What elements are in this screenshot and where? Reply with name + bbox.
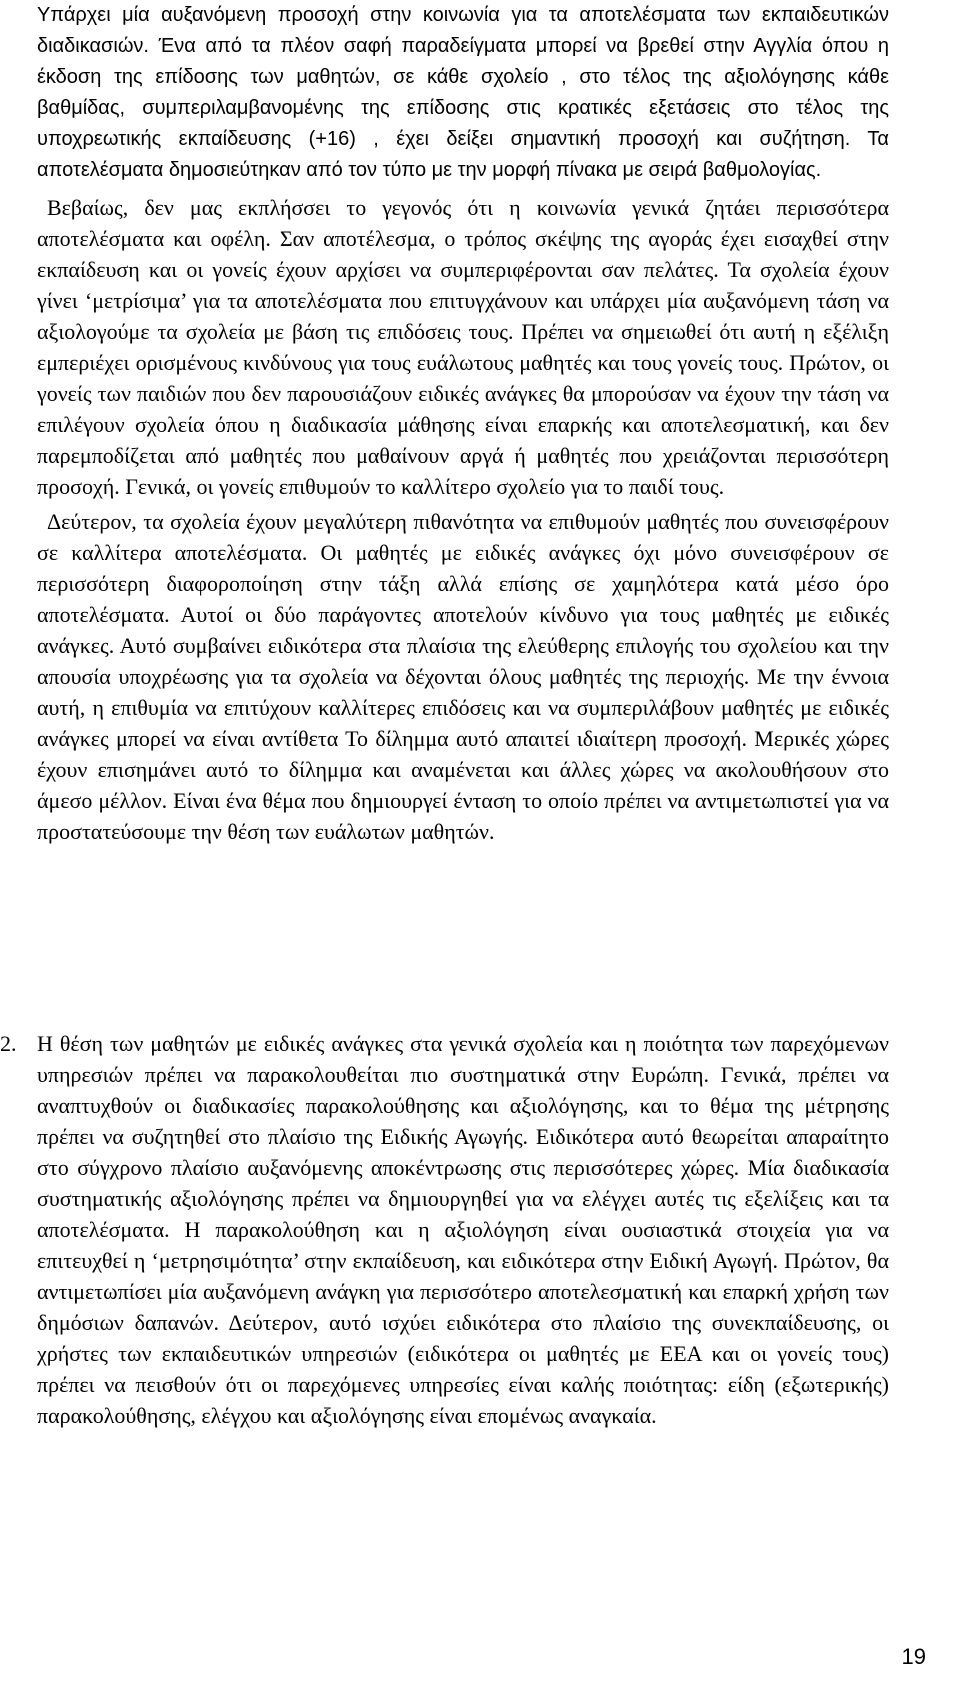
numbered-item-2 — [0, 1028, 889, 1431]
paragraph-market-thinking: Βεβαίως, δεν μας εκπλήσσει το γεγονός ότι η κοινωνία γενικά ζητάει περισσότερα αποτελέσματα και οφέλη. Σαν αποτέλεσμα, ο τρόπος σκέψης της αγοράς έχει εισαχθεί στην εκπαίδευση και οι γονείς έχουν αρχίσει να συμπεριφέρονται σαν πελάτες. Τα σχολεία έχουν γίνει ‘μετρίσιμα’ για τα αποτελέσματα που επιτυγχάνουν και υπάρχει μία αυξανόμενη τάση να αξιολογούμε τα σχολεία με βάση τις επιδόσεις τους. Πρέπει να σημειωθεί ότι αυτή η εξέλιξη εμπεριέχει ορισμένους κινδύνους για τους ευάλωτους μαθητές και τους γονείς τους. Πρώτον, οι γονείς των παιδιών που δεν παρουσιάζουν ειδικές ανάγκες θα μπορούσαν να έχουν την τάση να επιλέγουν σχολεία όπου η διαδικασία μάθησης είναι επαρκής και αποτελεσματική, και δεν παρεμποδίζεται από μαθητές που μαθαίνουν αργά ή μαθητές που χρειάζονται περισσότερη προσοχή. Γενικά, οι γονείς επιθυμούν το καλλίτερο σχολείο για το παιδί τους. — [37, 195, 889, 499]
paragraph-second-risk: Δεύτερον, τα σχολεία έχουν μεγαλύτερη πιθανότητα να επιθυμούν μαθητές που συνεισφέρουν σε καλλίτερα αποτελέσματα. Οι μαθητές με ειδικές ανάγκες όχι μόνο συνεισφέρουν σε περισσότερη διαφοροποίηση στην τάξη αλλά επίσης σε χαμηλότερα κατά μέσο όρο αποτελέσματα. Αυτοί οι δύο παράγοντες αποτελούν κίνδυνο για τους μαθητές με ειδικές ανάγκες. Αυτό συμβαίνει ειδικότερα στα πλαίσια της ελεύθερης επιλογής του σχολείου και την απουσία υποχρέωσης για τα σχολεία να δέχονται όλους μαθητές της περιοχής. Με την έννοια αυτή, η επιθυμία να επιτύχουν καλλίτερες επιδόσεις και να συμπεριλάβουν μαθητές με ειδικές ανάγκες μπορεί να είναι αντίθετα Το δίλημμα αυτό απαιτεί ιδιαίτερη προσοχή. Μερικές χώρες έχουν επισημάνει αυτό το δίλημμα και αναμένεται και άλλες χώρες να ακολουθήσουν στο άμεσο μέλλον. Είναι ένα θέμα που δημιουργεί ένταση το οποίο πρέπει να αντιμετωπιστεί για να προστατεύσουμε την θέση των ευάλωτων μαθητών. — [37, 509, 889, 844]
page-number: 19 — [901, 1644, 926, 1669]
paragraph-intro: Υπάρχει μία αυξανόμενη προσοχή στην κοινωνία για τα αποτελέσματα των εκπαιδευτικών διαδικασιών. Ένα από τα πλέον σαφή παραδείγματα μπορεί να βρεθεί στην Αγγλία όπου η έκδοση της επίδοσης των μαθητών, σε κάθε σχολείο , στο τέλος της αξιολόγησης κάθε βαθμίδας, συμπεριλαμβανομένης της επίδοσης στις κρατικές εξετάσεις στο τέλος της υποχρεωτικής εκπαίδευσης (+16) , έχει δείξει σημαντική προσοχή και συζήτηση. Τα αποτελέσματα δημοσιεύτηκαν από τον τύπο με την μορφή πίνακα με σειρά βαθμολογίας. — [37, 4, 889, 181]
item-number: 2. — [0, 1031, 17, 1056]
document-body — [37, 0, 889, 847]
item-text: Η θέση των μαθητών με ειδικές ανάγκες στα γενικά σχολεία και η ποιότητα των παρεχόμενων υπηρεσιών πρέπει να παρακολουθείται πιο συστηματικά στην Ευρώπη. Γενικά, πρέπει να αναπτυχθούν οι διαδικασίες παρακολούθησης και αξιολόγησης, και το θέμα της μέτρησης πρέπει να συζητηθεί στο πλαίσιο της Ειδικής Αγωγής. Ειδικότερα αυτό θεωρείται απαραίτητο στο σύγχρονο πλαίσιο αυξανόμενης αποκέντρωσης στις περισσότερες χώρες. Μία διαδικασία συστηματικής αξιολόγησης πρέπει να δημιουργηθεί για να ελέγχει αυτές τις εξελίξεις και τα αποτελέσματα. Η παρακολούθηση και η αξιολόγηση είναι ουσιαστικά στοιχεία για να επιτευχθεί η ‘μετρησιμότητα’ στην εκπαίδευση, και ειδικότερα στην Ειδική Αγωγή. Πρώτον, θα αντιμετωπίσει μία αυξανόμενη ανάγκη για περισσότερο αποτελεσματική και επαρκή χρήση των δημόσιων δαπανών. Δεύτερον, αυτό ισχύει ειδικότερα στο πλαίσιο της συνεκπαίδευσης, οι χρήστες των εκπαιδευτικών υπηρεσιών (ειδικότερα οι μαθητές με ΕΕΑ και οι γονείς τους) πρέπει να πεισθούν ότι οι παρεχόμενες υπηρεσίες είναι καλής ποιότητας: είδη (εξωτερικής) παρακολούθησης, ελέγχου και αξιολόγησης είναι επομένως αναγκαία. — [37, 1031, 889, 1428]
